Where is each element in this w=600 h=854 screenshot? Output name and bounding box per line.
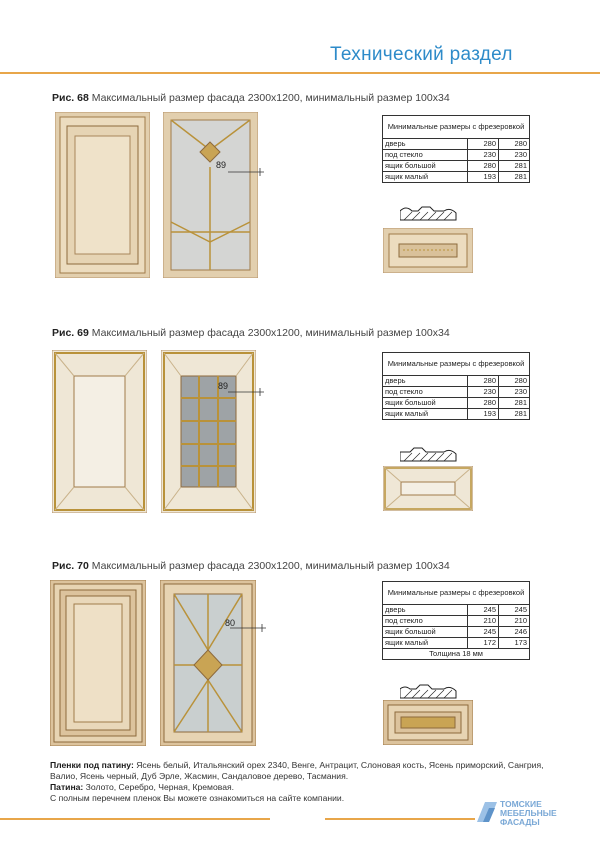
footer-divider <box>325 818 475 820</box>
door-glass-image <box>161 350 256 513</box>
patina-label: Патина: <box>50 782 84 792</box>
table-header: Минимальные размеры с фрезеровкой <box>383 116 530 139</box>
door-solid-image <box>52 350 147 513</box>
dimension-line <box>228 168 264 176</box>
drawer-front-image <box>383 228 473 273</box>
door-solid-image <box>55 112 150 278</box>
sizes-table <box>382 581 530 660</box>
sizes-table <box>382 352 530 420</box>
company-logo-text: ТОМСКИЕ МЕБЕЛЬНЫЕ ФАСАДЫ <box>500 799 557 827</box>
company-logo-icon <box>475 798 499 824</box>
dimension-line <box>230 624 266 632</box>
footer-divider <box>0 818 270 820</box>
table-row: под стекло 230 230 <box>383 150 530 161</box>
door-solid-image <box>50 580 146 746</box>
drawer-front-image <box>383 466 473 511</box>
sizes-table <box>382 115 530 183</box>
table-row: дверь 245 245 <box>383 605 530 616</box>
figure-caption <box>52 327 450 339</box>
header-divider <box>0 72 600 74</box>
figure-label: Рис. 68 <box>52 92 89 104</box>
figure-label: Рис. 70 <box>52 560 89 572</box>
site-note: С полным перечнем пленок Вы можете ознакомиться на сайте компании. <box>50 793 345 803</box>
dimension-line <box>228 388 264 396</box>
patina-list: Золото, Серебро, Черная, Кремовая. <box>85 782 235 792</box>
films-list: Ясень белый, Итальянский орех 2340, Венге, Антрацит, Слоновая кость, Ясень приморский, Сангрия, Валио, Ясень черный, Дуб Эрле, Жасмин, Сандаловое дерево, Тасмания. <box>50 760 544 781</box>
table-row: дверь 280 280 <box>383 376 530 387</box>
table-row: ящик малый 193 281 <box>383 409 530 420</box>
table-row: дверь 280 280 <box>383 139 530 150</box>
figure-label: Рис. 69 <box>52 327 89 339</box>
figure-text: Максимальный размер фасада 2300х1200, минимальный размер 100х34 <box>91 92 450 104</box>
table-row: ящик большой 245 246 <box>383 627 530 638</box>
figure-caption <box>52 560 450 572</box>
table-row: ящик малый 172 173 <box>383 638 530 649</box>
table-header: Минимальные размеры с фрезеровкой <box>383 582 530 605</box>
profile-section-image <box>400 446 458 462</box>
dimension-label: 89 <box>216 160 227 170</box>
table-header: Минимальные размеры с фрезеровкой <box>383 353 530 376</box>
figure-text: Максимальный размер фасада 2300х1200, минимальный размер 100х34 <box>91 327 450 339</box>
figure-caption <box>52 92 450 104</box>
table-row: под стекло 210 210 <box>383 616 530 627</box>
table-row: ящик малый 193 281 <box>383 172 530 183</box>
door-glass-image <box>160 580 256 746</box>
page-title: Технический раздел <box>330 44 513 65</box>
thickness-note: Толщина 18 мм <box>383 649 530 660</box>
films-label: Пленки под патину: <box>50 760 134 770</box>
dimension-label: 80 <box>225 618 236 628</box>
door-glass-image <box>163 112 258 278</box>
table-row: ящик большой 280 281 <box>383 161 530 172</box>
table-row: ящик большой 280 281 <box>383 398 530 409</box>
drawer-front-image <box>383 700 473 745</box>
profile-section-image <box>400 205 458 221</box>
profile-section-image <box>400 683 458 699</box>
figure-text: Максимальный размер фасада 2300х1200, минимальный размер 100х34 <box>91 560 450 572</box>
table-row: под стекло 230 230 <box>383 387 530 398</box>
dimension-label: 89 <box>218 381 229 391</box>
